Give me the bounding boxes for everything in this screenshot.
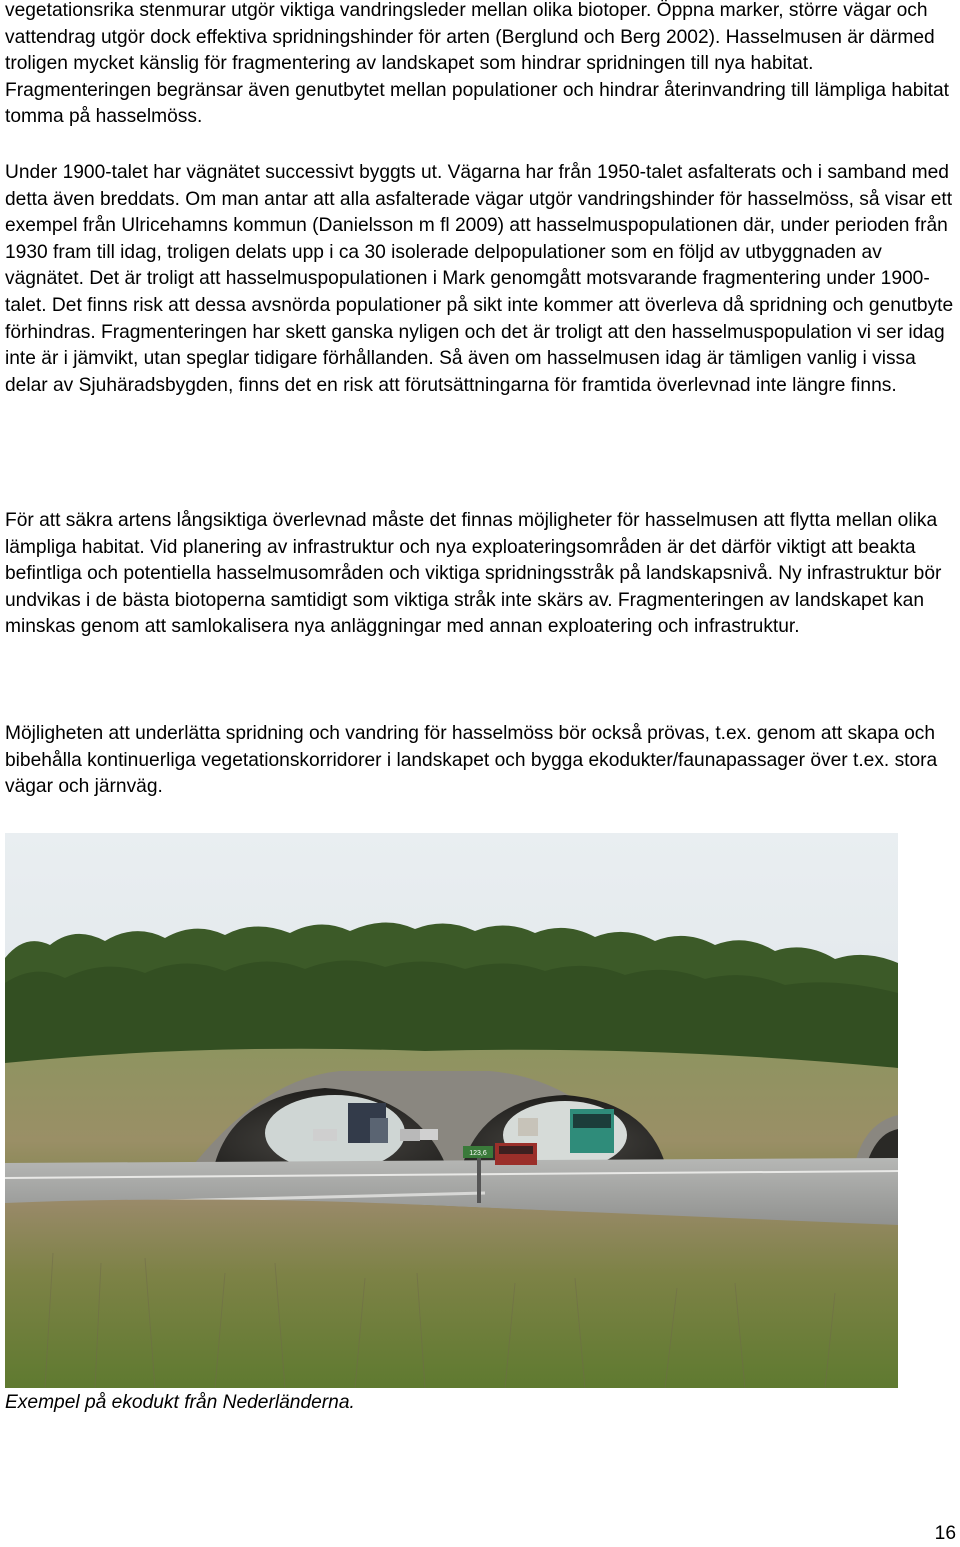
figure-caption: Exempel på ekodukt från Nederländerna. xyxy=(5,1392,355,1413)
paragraph-ecoduct-possibility: Möjligheten att underlätta spridning och vandring för hasselmöss bör också prövas, t.ex. genom att skapa och bibehålla kontinuerliga vegetationskorridorer i landskapet och bygga ekodukter/faunapassager över t.ex. stora vägar och järnväg. xyxy=(5,723,938,798)
foreground-grass xyxy=(5,1199,898,1388)
kilometer-sign-text: 123,6 xyxy=(469,1150,487,1157)
paragraph-long-term-survival: För att säkra artens långsiktiga överlevnad måste det finnas möjligheter för hasselmusen att flytta mellan olika lämpliga habitat. Vid planering av infrastruktur och nya exploateringsområden är det därför viktigt att beakta befintliga och potentiella hasselmusområden och viktiga spridningsstråk på landskapsnivå. Ny infrastruktur bör undvikas i de bästa biotoperna samtidigt som viktiga stråk inte skärs av. Fragmenteringen av landskapet kan minskas genom att samlokalisera nya anläggningar med annan exploatering och infrastruktur. xyxy=(5,510,942,638)
ecoduct-photo xyxy=(5,833,898,1388)
page-number: 16 xyxy=(934,1523,956,1544)
paragraph-habitat-fragmentation: vegetationsrika stenmurar utgör viktiga vandringsleder mellan olika biotoper. Öppna marker, större vägar och vattendrag utgör dock effektiva spridningshinder för arten (Berglund och Berg 2002). Hasselmusen är därmed troligen mycket känslig för fragmentering av landskapet som hindrar spridningen till nya habitat. Fragmenteringen begränsar även genutbytet mellan populationer och hindrar återinvandring till lämpliga habitat tomma på hasselmöss. xyxy=(5,0,949,128)
paragraph-road-network: Under 1900-talet har vägnätet successivt byggts ut. Vägarna har från 1950-talet asfalterats och i samband med detta även breddats. Om man antar att alla asfalterade vägar utgör vandringshinder för hasselmöss, så visar ett exempel från Ulricehamns kommun (Danielsson m fl 2009) att hasselmuspopulationen där, under perioden från 1930 fram till idag, troligen delats upp i ca 30 isolerade delpopulationer som en följd av utbyggnaden av vägnätet. Det är troligt att hasselmuspopulationen i Mark genomgått motsvarande fragmentering under 1900-talet. Det finns risk att dessa avsnörda populationer på sikt inte kommer att överleva då spridning och genutbyte förhindras. Fragmenteringen har skett ganska nyligen och det är troligt att den hasselmuspopulation vi ser idag inte är i jämvikt, utan speglar tidigare förhållanden. Så även om hasselmusen idag är tämligen vanlig i vissa delar av Sjuhäradsbygden, finns det en risk att förutsättningarna för framtida överlevnad inte längre finns. xyxy=(5,162,954,396)
